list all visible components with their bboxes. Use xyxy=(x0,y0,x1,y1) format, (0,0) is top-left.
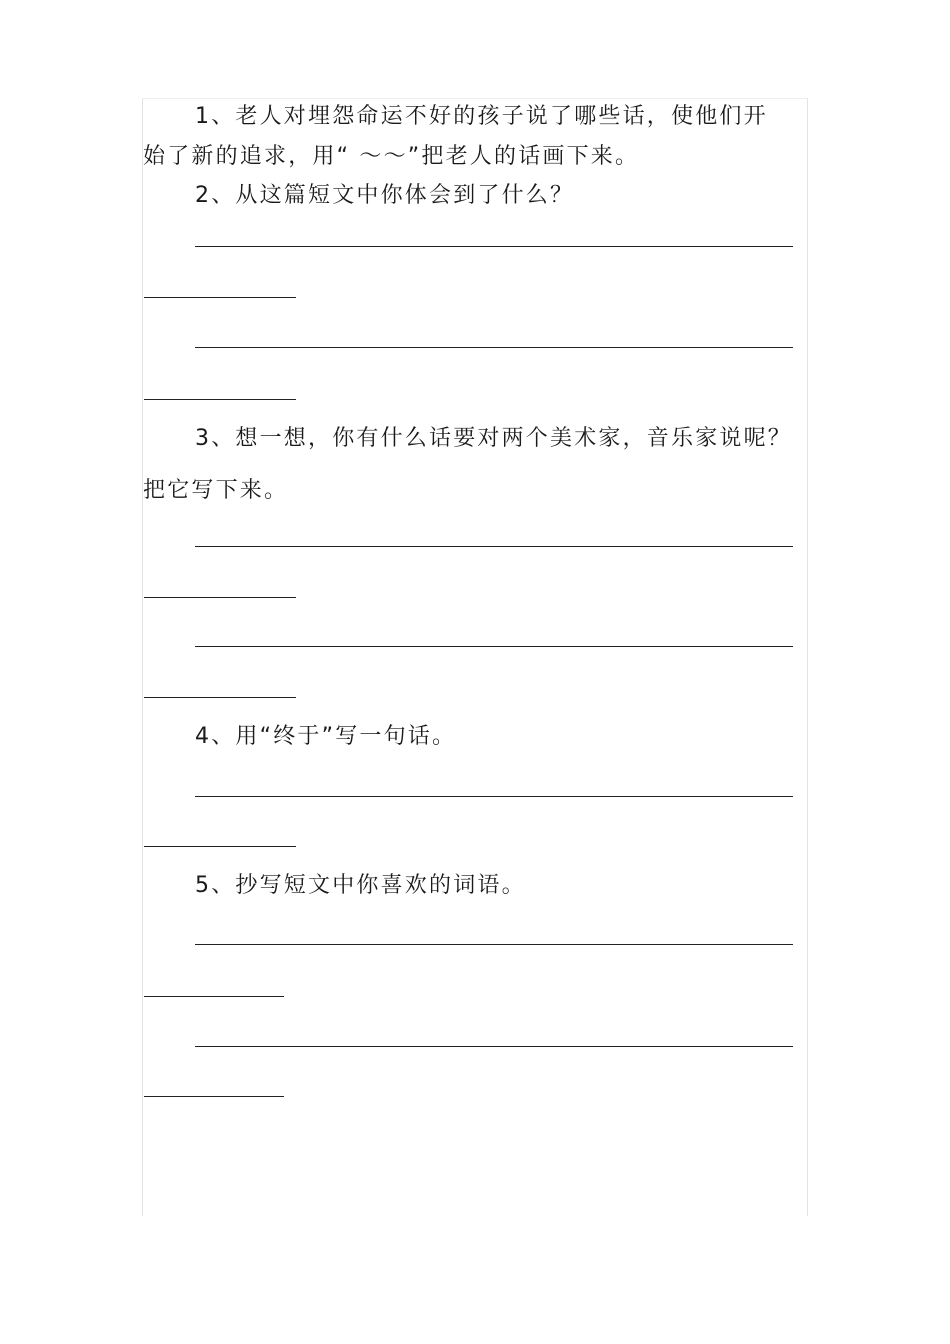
question-2-text: 2、从这篇短文中你体会到了什么？ xyxy=(195,183,575,208)
answer-line-2a-end[interactable] xyxy=(144,297,296,298)
answer-line-2b[interactable] xyxy=(195,347,793,348)
question-1-line-1: 1、老人对埋怨命运不好的孩子说了哪些话，使他们开 xyxy=(195,104,768,129)
answer-line-5b-end[interactable] xyxy=(144,1096,284,1097)
question-4-text: 4、用“终于”写一句话。 xyxy=(195,724,457,749)
answer-line-3a[interactable] xyxy=(195,546,793,547)
answer-line-3b-end[interactable] xyxy=(144,697,296,698)
page-frame xyxy=(142,98,808,1216)
question-3-line-2: 把它写下来。 xyxy=(143,478,289,503)
answer-line-5a[interactable] xyxy=(195,944,793,945)
question-1-line-2: 始了新的追求，用“ ～～”把老人的话画下来。 xyxy=(143,144,640,169)
answer-line-3a-end[interactable] xyxy=(144,597,296,598)
question-5-text: 5、抄写短文中你喜欢的词语。 xyxy=(195,873,526,898)
answer-line-3b[interactable] xyxy=(195,646,793,647)
answer-line-4a-end[interactable] xyxy=(144,846,296,847)
question-3-line-1: 3、想一想，你有什么话要对两个美术家，音乐家说呢？ xyxy=(195,426,792,451)
answer-line-4a[interactable] xyxy=(195,796,793,797)
answer-line-2b-end[interactable] xyxy=(144,399,296,400)
answer-line-5b[interactable] xyxy=(195,1046,793,1047)
answer-line-5a-end[interactable] xyxy=(144,996,284,997)
answer-line-2a[interactable] xyxy=(195,246,793,247)
